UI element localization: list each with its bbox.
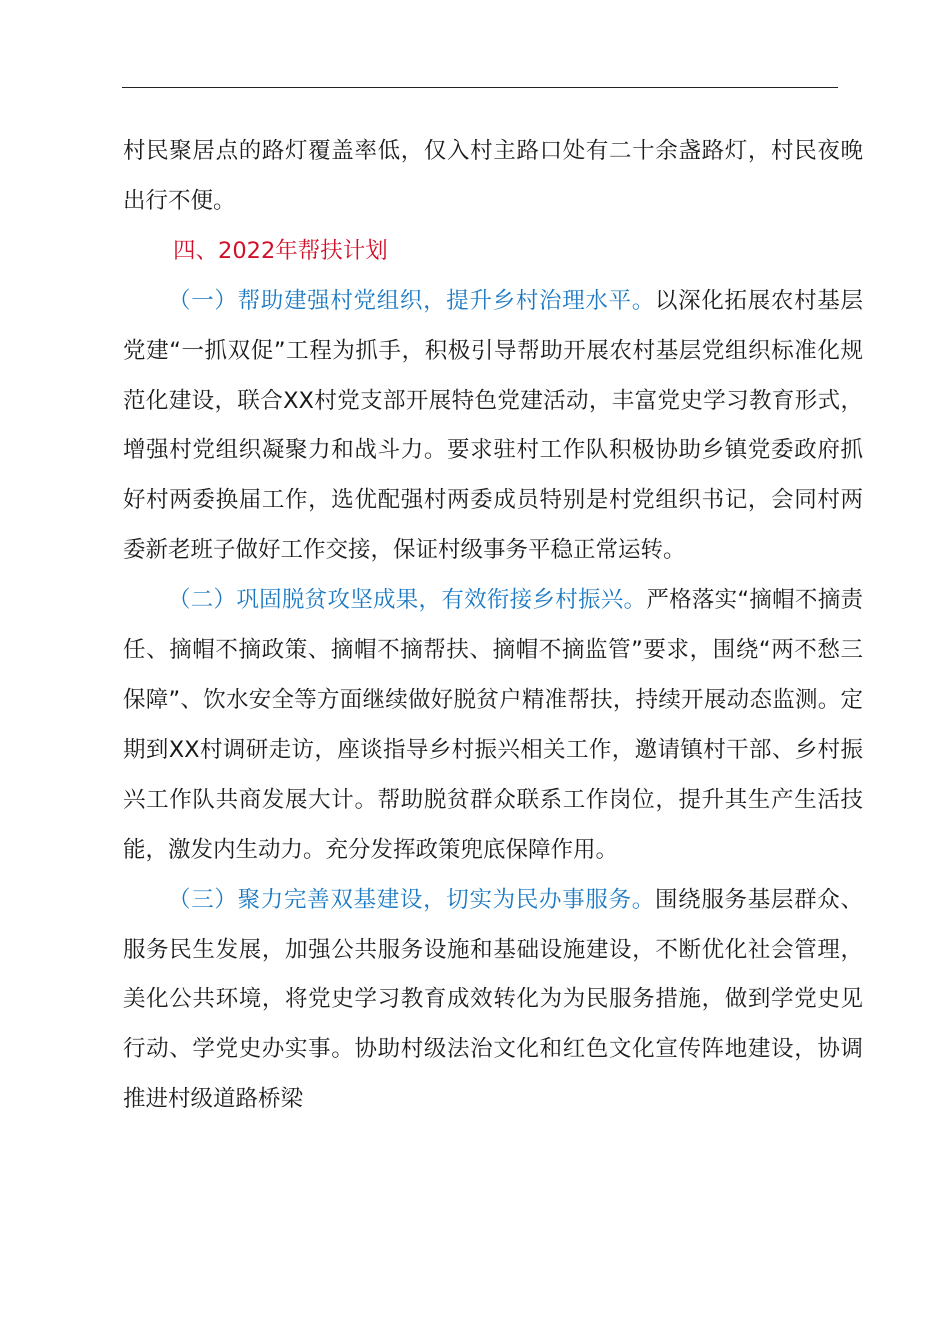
paragraph-2 <box>123 576 863 875</box>
header-rule <box>122 87 838 88</box>
paragraph-3 <box>123 876 863 1126</box>
paragraph-3-lead: （三）聚力完善双基建设，切实为民办事服务。 <box>168 886 655 913</box>
continuation-paragraph: 村民聚居点的路灯覆盖率低，仅入村主路口处有二十余盏路灯，村民夜晚出行不便。 <box>123 138 863 214</box>
section-heading: 四、2022年帮扶计划 <box>173 237 388 264</box>
document-body <box>123 127 863 1125</box>
paragraph-2-text: 严格落实“摘帽不摘责任、摘帽不摘政策、摘帽不摘帮扶、摘帽不摘监管”要求，围绕“两不愁三保障”、饮水安全等方面继续做好脱贫户精准帮扶，持续开展动态监测。定期到XX村调研走访，座谈指导乡村振兴相关工作，邀请镇村干部、乡村振兴工作队共商发展大计。帮助脱贫群众联系工作岗位，提升其生产生活技能，激发内生动力。充分发挥政策兜底保障作用。 <box>123 587 863 863</box>
paragraph-3-text: 围绕服务基层群众、服务民生发展，加强公共服务设施和基础设施建设，不断优化社会管理，美化公共环境，将党史学习教育成效转化为为民服务措施，做到学党史见行动、学党史办实事。协助村级法治文化和红色文化宣传阵地建设，协调推进村级道路桥梁 <box>123 886 863 1113</box>
paragraph-1-lead: （一）帮助建强村党组织，提升乡村治理水平。 <box>168 287 655 314</box>
paragraph-1 <box>123 277 863 576</box>
paragraph-1-text: 以深化拓展农村基层党建“一抓双促”工程为抓手，积极引导帮助开展农村基层党组织标准化规范化建设，联合XX村党支部开展特色党建活动，丰富党史学习教育形式，增强村党组织凝聚力和战斗力。要求驻村工作队积极协助乡镇党委政府抓好村两委换届工作，选优配强村两委成员特别是村党组织书记，会同村两委新老班子做好工作交接，保证村级事务平稳正常运转。 <box>123 287 863 564</box>
paragraph-2-lead: （二）巩固脱贫攻坚成果，有效衔接乡村振兴。 <box>168 587 647 614</box>
